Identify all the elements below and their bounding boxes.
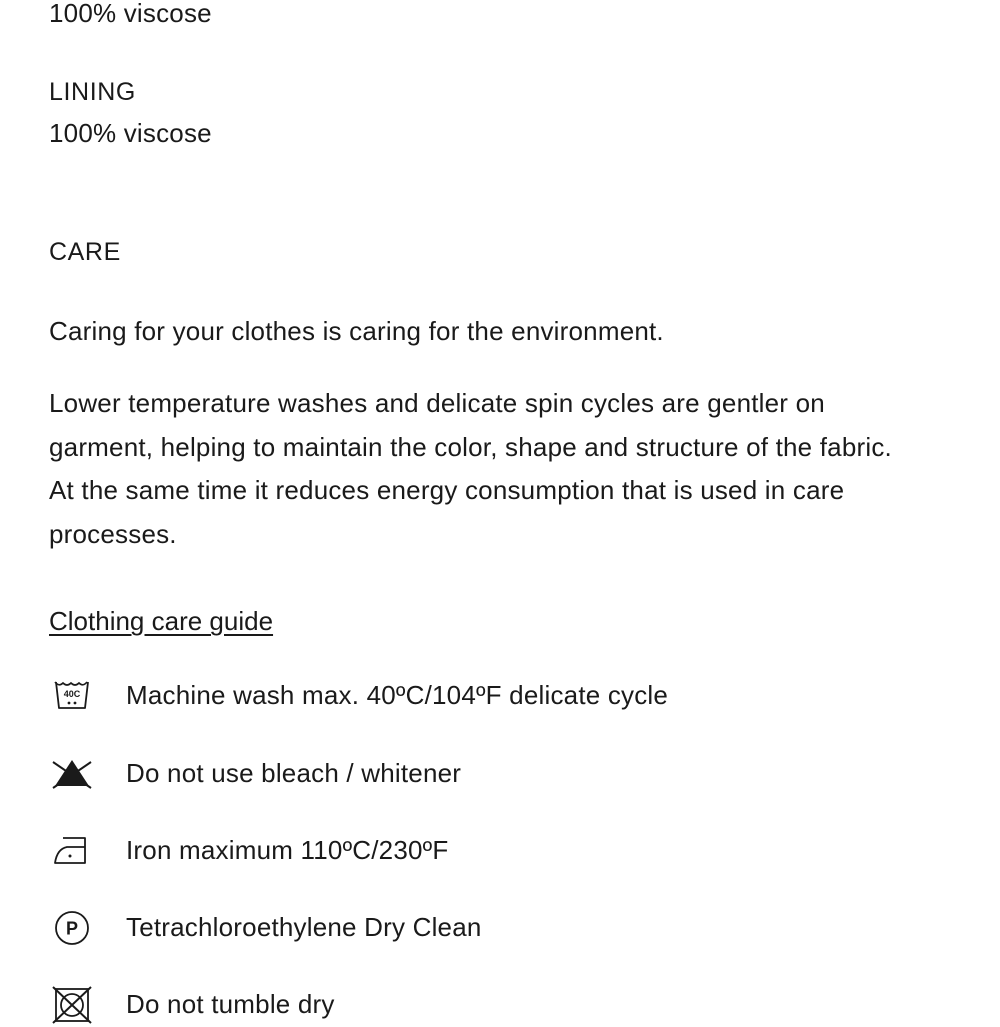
care-instruction-wash <box>49 674 949 718</box>
no-bleach-icon <box>49 752 95 796</box>
wash-40c-icon <box>49 674 95 718</box>
care-paragraph-line: Lower temperature washes and delicate spin cycles are gentler on <box>49 388 825 418</box>
lining-heading: LINING <box>49 78 136 106</box>
dry-clean-p-icon <box>49 906 95 950</box>
care-paragraph-line: processes. <box>49 518 177 549</box>
care-instruction-tumble-dry <box>49 983 949 1027</box>
care-paragraph-line: garment, helping to maintain the color, shape and structure of the fabric. <box>49 431 892 462</box>
care-paragraph <box>49 382 969 556</box>
care-heading: CARE <box>49 238 121 266</box>
lining-composition-value: 100% viscose <box>49 118 212 148</box>
dry-clean-letter: P <box>65 918 79 939</box>
wash-temperature-text: 40C <box>63 689 81 699</box>
care-instruction-label: Tetrachloroethylene Dry Clean <box>126 912 482 942</box>
outer-composition-value: 100% viscose <box>49 0 212 28</box>
care-instruction-label: Do not use bleach / whitener <box>126 758 462 788</box>
care-intro: Caring for your clothes is caring for the environment. <box>49 316 664 346</box>
clothing-care-guide-link[interactable]: Clothing care guide <box>49 606 274 636</box>
iron-low-icon <box>49 829 95 873</box>
care-instruction-dry-clean <box>49 906 949 950</box>
care-instruction-label: Do not tumble dry <box>126 989 335 1019</box>
care-instruction-label: Machine wash max. 40ºC/104ºF delicate cycle <box>126 680 669 710</box>
no-tumble-dry-icon <box>49 983 95 1027</box>
care-instruction-bleach <box>49 752 949 796</box>
care-instruction-label: Iron maximum 110ºC/230ºF <box>126 835 449 865</box>
care-instruction-iron <box>49 829 949 873</box>
care-paragraph-line: At the same time it reduces energy consumption that is used in care <box>49 475 845 505</box>
